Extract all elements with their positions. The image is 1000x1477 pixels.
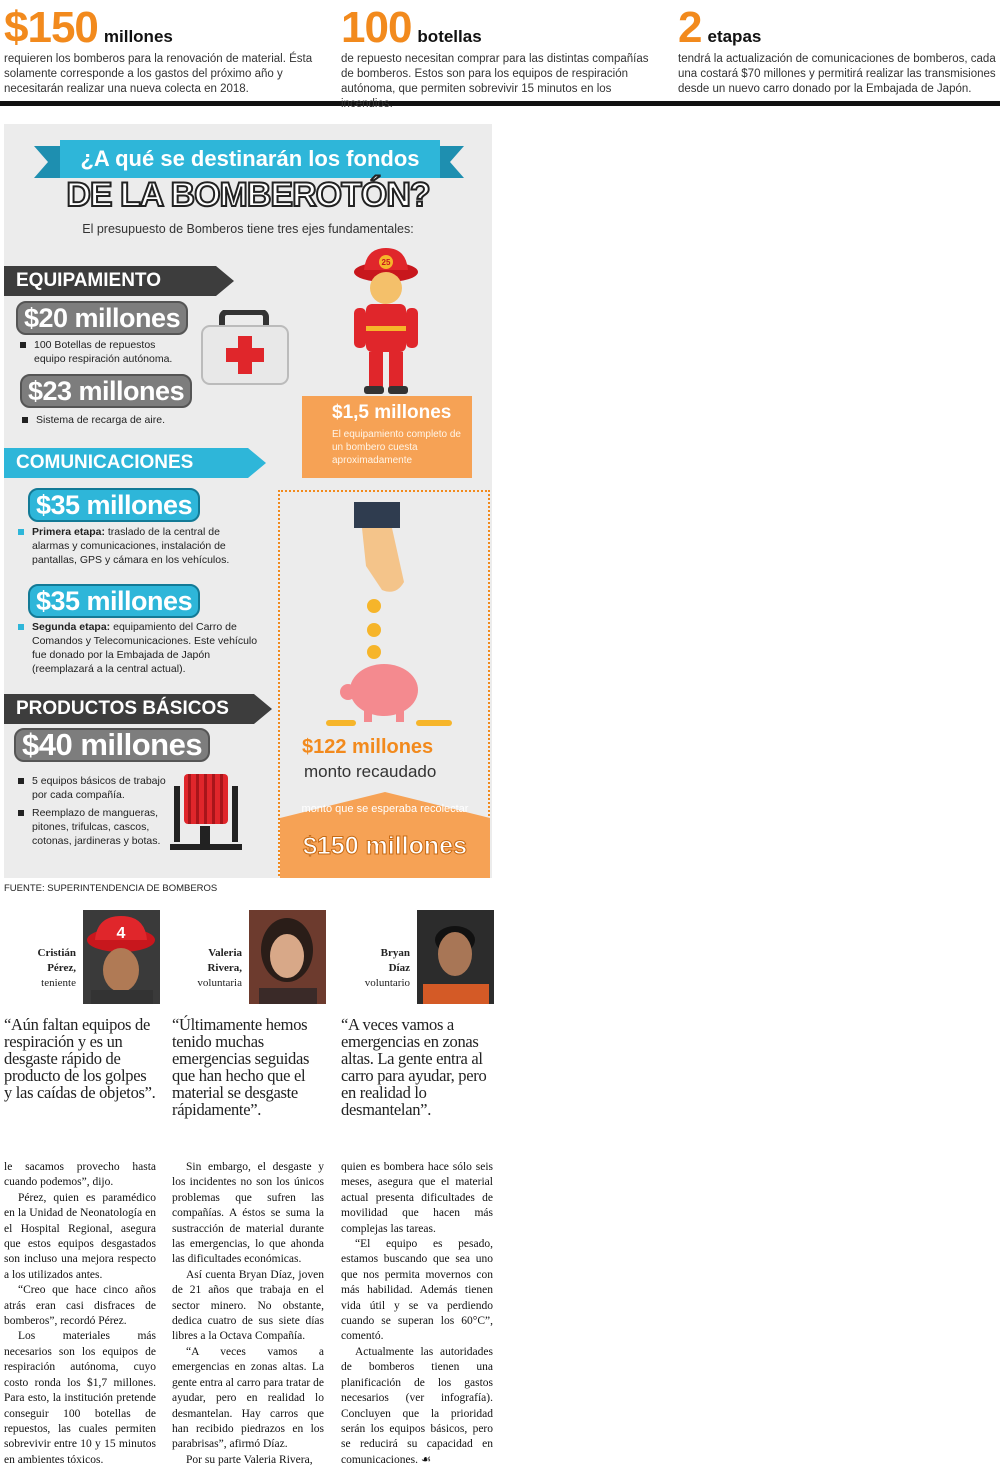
- last-name: Rivera,: [207, 962, 242, 974]
- article-column-1: [4, 1160, 156, 1468]
- paragraph: “El equipo es pesado, estamos buscando que sea uno que nos permita movernos con más habilidad. Además tienen vida útil y se va perdiendo cuando se superan los 60°C”, comentó.: [341, 1238, 493, 1343]
- paragraph: le sacamos provecho hasta cuando podemos”, dijo.: [4, 1161, 156, 1189]
- stat-description: requieren los bomberos para la renovación de material. Ésta solamente corresponde a los gastos del próximo año y necesitarán realizar una nueva colecta en 2018.: [4, 53, 313, 95]
- bullet-equip-2: Sistema de recarga de aire.: [20, 413, 190, 427]
- first-name: Cristián: [37, 947, 76, 959]
- stat-number: 100: [341, 3, 412, 52]
- firefighter-cost-amount: $1,5 millones: [332, 402, 452, 423]
- last-name: Pérez,: [47, 962, 76, 974]
- avatar: [417, 910, 494, 1004]
- amount-equip-2: $23 millones: [20, 374, 192, 408]
- stat-bottles: [341, 3, 661, 112]
- role: voluntario: [364, 977, 410, 989]
- infographic-title: DE LA BOMBEROTÓN?: [66, 176, 430, 214]
- stats-strip: [0, 0, 1000, 110]
- raised-amount: $122 millones: [302, 736, 434, 758]
- amount-equip-1: $20 millones: [16, 301, 188, 335]
- bullet-com-2-text: equipamiento del Carro de Comandos y Telecomunicaciones. Este vehículo fue donado por la Embajada de Japón (reemplazará a la central actual).: [32, 621, 258, 675]
- stat-unit: etapas: [707, 27, 762, 46]
- paragraph: Sin embargo, el desgaste y los incidentes no son los únicos problemas que sufren las compañías. A éstos se suma la sustracción de material durante las emergencias, lo que ahonda las dificultades económicas.: [172, 1161, 324, 1266]
- paragraph: Actualmente las autoridades de bomberos tienen una planificación de los gastos necesarios (ver infografía). Concluyen que la prioridad serán los equipos básicos, pero se reducirá su capacidad en comunicaciones. ☙: [341, 1345, 493, 1466]
- role: teniente: [41, 977, 76, 989]
- quote-cristian: “Aún faltan equipos de respiración y es un desgaste rápido de producto de los golpes y las caídas de objetos”.: [4, 1015, 156, 1102]
- bullet-com-2: [16, 620, 266, 676]
- paragraph: Así cuenta Bryan Díaz, joven de 21 años que trabaja en el sector minero. No obstante, dedica cuatro de sus siete días libres a la Octava Compañía.: [172, 1268, 324, 1343]
- person-name: [197, 946, 242, 991]
- last-name: Díaz: [388, 962, 410, 974]
- first-aid-kit-icon: [200, 310, 290, 386]
- person-cristian: [0, 910, 160, 1004]
- firefighter-icon: [336, 244, 436, 400]
- raised-label: monto recaudado: [304, 762, 437, 781]
- amount-com-2: $35 millones: [28, 584, 200, 618]
- quote-valeria: “Últimamente hemos tenido muchas emergencias seguidas que han hecho que el material se desgaste rápidamente”.: [172, 1015, 310, 1119]
- avatar: [249, 910, 326, 1004]
- paragraph: Por su parte Valeria Rivera,: [186, 1453, 313, 1466]
- person-valeria: [166, 910, 326, 1004]
- bullet-com-1: [16, 525, 256, 567]
- amount-productos: $40 millones: [14, 728, 210, 762]
- stat-number: 2: [678, 3, 702, 52]
- infographic-banner: [34, 140, 464, 178]
- person-name: [365, 946, 410, 991]
- section-comunicaciones: COMUNICACIONES: [4, 448, 248, 478]
- avatar: [83, 910, 160, 1004]
- first-name: Valeria: [208, 947, 242, 959]
- goal-label: monto que se esperaba recolectar: [301, 803, 469, 815]
- infographic-subtitle: El presupuesto de Bomberos tiene tres ejes fundamentales:: [82, 222, 414, 236]
- person-bryan: [334, 910, 494, 1004]
- stat-description: tendrá la actualización de comunicaciones de bomberos, cada una costará $70 millones y permitirá realizar las transmisiones desde un nuevo carro donado por la Embajada de Japón.: [678, 53, 996, 95]
- hose-reel-icon: [170, 770, 244, 856]
- helmet-number: 25: [381, 258, 391, 267]
- article-column-3: [341, 1160, 493, 1468]
- piggy-bank-icon: [326, 498, 456, 730]
- paragraph: “A veces vamos a emergencias en zonas altas. La gente entra al carro para tratar de ayudar, pero en realidad lo desmantelan. Hay carros que han recibido piedrazos en los parabrisas”, afirmó Díaz.: [172, 1345, 324, 1451]
- infographic: [4, 124, 492, 878]
- bullet-equip-1: 100 Botellas de repuestos equipo respiración autónoma.: [18, 338, 188, 366]
- goal-amount: $150 millones: [303, 832, 467, 860]
- quote-bryan: “A veces vamos a emergencias en zonas altas. La gente entra al carro para ayudar, pero en realidad lo desmantelan”.: [341, 1015, 487, 1119]
- section-equipamiento: EQUIPAMIENTO: [4, 266, 216, 296]
- person-name: [38, 946, 77, 991]
- bullet-prod-1: 5 equipos básicos de trabajo por cada compañía.: [16, 774, 166, 802]
- stat-unit: botellas: [417, 27, 482, 46]
- bullet-com-1-bold: Primera etapa:: [32, 526, 105, 538]
- paragraph: Pérez, quien es paramédico en la Unidad de Neonatología en el Hospital Regional, asegura que estos equipos desgastados son incluso una mejora respecto a los utilizados antes.: [4, 1191, 156, 1281]
- paragraph: Los materiales más necesarios son los equipos de respiración autónoma, cuyo costo ronda los $1,7 millones. Para esto, la institución pretende conseguir 100 botellas de repuestos, las cuales permiten sobrevivir entre 10 y 15 minutos en ambientes tóxicos.: [4, 1330, 156, 1466]
- amount-com-1: $35 millones: [28, 488, 200, 522]
- role: voluntaria: [197, 977, 242, 989]
- stat-stages: [678, 3, 998, 97]
- infographic-source: FUENTE: SUPERINTENDENCIA DE BOMBEROS: [4, 883, 218, 894]
- bullet-com-2-bold: Segunda etapa:: [32, 621, 111, 633]
- first-name: Bryan: [380, 947, 410, 959]
- paragraph: quien es bombera hace sólo seis meses, asegura que el material actual presenta dificultades de movilidad que hacen más complejas las tareas.: [341, 1161, 493, 1235]
- stat-description: de repuesto necesitan comprar para las distintas compañías de bomberos. Estos son para los equipos de respiración autónoma, que permiten sobrevivir 15 minutos en los incendios.: [341, 53, 649, 110]
- stat-unit: millones: [103, 27, 173, 46]
- stat-number: $150: [4, 3, 98, 52]
- paragraph: “Creo que hace cinco años atrás eran casi disfraces de bomberos”, recordó Pérez.: [4, 1284, 156, 1328]
- goal-box: [280, 792, 490, 878]
- firefighter-cost-box: [302, 396, 472, 478]
- section-productos: PRODUCTOS BÁSICOS: [4, 694, 254, 724]
- helmet-number: 4: [116, 925, 126, 942]
- firefighter-cost-desc: El equipamiento completo de un bombero cuesta aproximadamente: [332, 429, 461, 466]
- article-column-2: [172, 1160, 324, 1468]
- banner-text: ¿A qué se destinarán los fondos: [80, 146, 420, 171]
- stat-money: [4, 3, 324, 97]
- bullet-prod-2: Reemplazo de mangueras, pitones, trifulcas, cascos, cotonas, jardineras y botas.: [16, 806, 166, 848]
- bullet-com-1-text: traslado de la central de alarmas y comunicaciones, instalación de pantallas, GPS y cámara en los vehículos.: [32, 526, 230, 566]
